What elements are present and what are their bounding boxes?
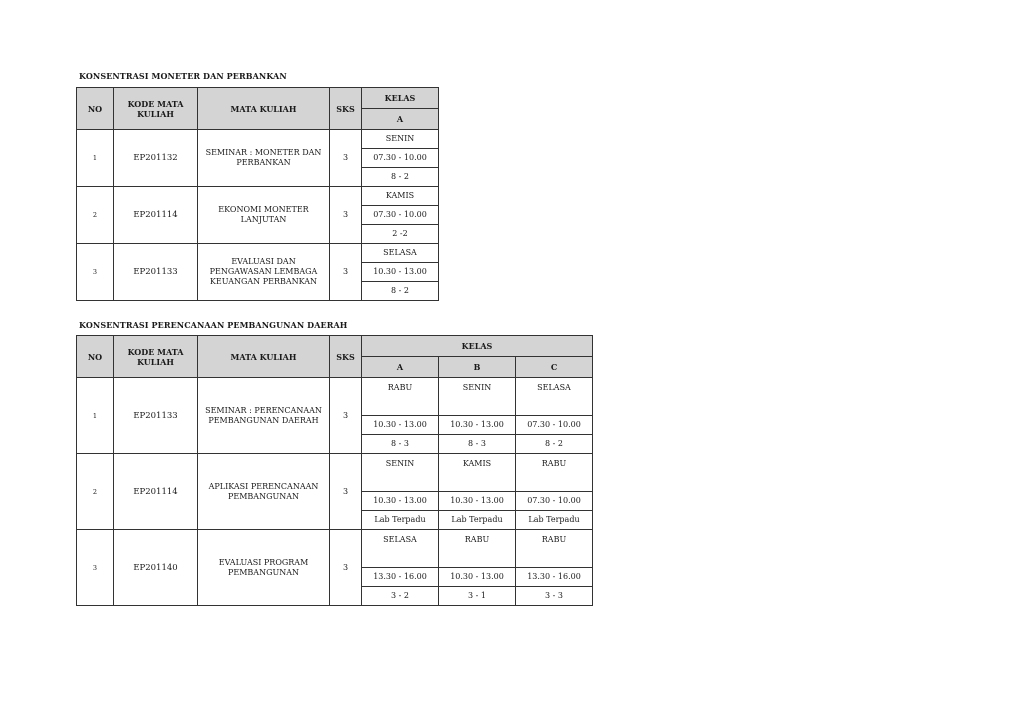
cell-ruang: 2 -2 [362,225,439,244]
cell-hari: SENIN [362,454,439,492]
row-mata-kuliah: EVALUASI PROGRAM PEMBANGUNAN [198,530,330,606]
row-mata-kuliah: SEMINAR : MONETER DAN PERBANKAN [198,130,330,187]
row-sks: 3 [330,130,362,187]
row-no: 3 [77,530,114,606]
header-kode: KODE MATA KULIAH [114,336,198,378]
table-row [77,130,439,149]
cell-ruang: 8 - 3 [362,435,439,454]
cell-jam: 07.30 - 10.00 [516,416,593,435]
row-kode: EP201114 [114,187,198,244]
cell-ruang: 3 - 1 [439,587,516,606]
header-sks: SKS [330,88,362,130]
row-no: 3 [77,244,114,301]
row-sks: 3 [330,244,362,301]
cell-jam: 13.30 - 16.00 [362,568,439,587]
cell-hari: SENIN [362,130,439,149]
row-sks: 3 [330,378,362,454]
header-kelas-a: A [362,357,439,378]
row-sks: 3 [330,187,362,244]
row-mata-kuliah: SEMINAR : PERENCANAAN PEMBANGUNAN DAERAH [198,378,330,454]
header-kelas: KELAS [362,88,439,109]
table-row [77,530,593,568]
table-row [77,454,593,492]
header-no: NO [77,336,114,378]
cell-jam: 10.30 - 13.00 [439,492,516,511]
row-kode: EP201133 [114,244,198,301]
cell-ruang: 8 - 2 [362,282,439,301]
cell-jam: 07.30 - 10.00 [362,149,439,168]
header-kode: KODE MATA KULIAH [114,88,198,130]
cell-jam: 10.30 - 13.00 [362,492,439,511]
cell-hari: RABU [516,454,593,492]
row-no: 2 [77,454,114,530]
table-row [77,378,593,416]
table-row [77,187,439,206]
cell-jam: 10.30 - 13.00 [439,568,516,587]
cell-hari: RABU [439,530,516,568]
row-mata-kuliah: EKONOMI MONETER LANJUTAN [198,187,330,244]
cell-jam: 10.30 - 13.00 [362,263,439,282]
row-no: 2 [77,187,114,244]
row-kode: EP201133 [114,378,198,454]
cell-hari: SELASA [362,530,439,568]
cell-jam: 07.30 - 10.00 [516,492,593,511]
row-no: 1 [77,378,114,454]
header-kelas: KELAS [362,336,593,357]
cell-hari: SENIN [439,378,516,416]
row-mata-kuliah: EVALUASI DAN PENGAWASAN LEMBAGA KEUANGAN PERBANKAN [198,244,330,301]
cell-ruang: Lab Terpadu [362,511,439,530]
row-kode: EP201114 [114,454,198,530]
cell-hari: KAMIS [362,187,439,206]
cell-ruang: Lab Terpadu [439,511,516,530]
cell-ruang: 8 - 3 [439,435,516,454]
cell-hari: KAMIS [439,454,516,492]
cell-ruang: 8 - 2 [362,168,439,187]
row-sks: 3 [330,454,362,530]
row-mata-kuliah: APLIKASI PERENCANAAN PEMBANGUNAN [198,454,330,530]
cell-ruang: 8 - 2 [516,435,593,454]
header-kelas-a: A [362,109,439,130]
row-no: 1 [77,130,114,187]
cell-jam: 10.30 - 13.00 [439,416,516,435]
header-kelas-b: B [439,357,516,378]
cell-hari: RABU [362,378,439,416]
cell-hari: RABU [516,530,593,568]
schedule-table-perencanaan [76,335,593,606]
header-no: NO [77,88,114,130]
header-mata-kuliah: MATA KULIAH [198,88,330,130]
cell-hari: SELASA [516,378,593,416]
header-sks: SKS [330,336,362,378]
header-mata-kuliah: MATA KULIAH [198,336,330,378]
section-title-moneter: KONSENTRASI MONETER DAN PERBANKAN [79,71,287,81]
row-kode: EP201132 [114,130,198,187]
cell-jam: 13.30 - 16.00 [516,568,593,587]
cell-ruang: 3 - 3 [516,587,593,606]
table-row [77,244,439,263]
cell-ruang: Lab Terpadu [516,511,593,530]
section-title-perencanaan: KONSENTRASI PERENCANAAN PEMBANGUNAN DAERAH [79,320,348,330]
cell-hari: SELASA [362,244,439,263]
schedule-table-moneter [76,87,439,301]
cell-jam: 07.30 - 10.00 [362,206,439,225]
row-kode: EP201140 [114,530,198,606]
cell-jam: 10.30 - 13.00 [362,416,439,435]
header-kelas-c: C [516,357,593,378]
row-sks: 3 [330,530,362,606]
cell-ruang: 3 - 2 [362,587,439,606]
